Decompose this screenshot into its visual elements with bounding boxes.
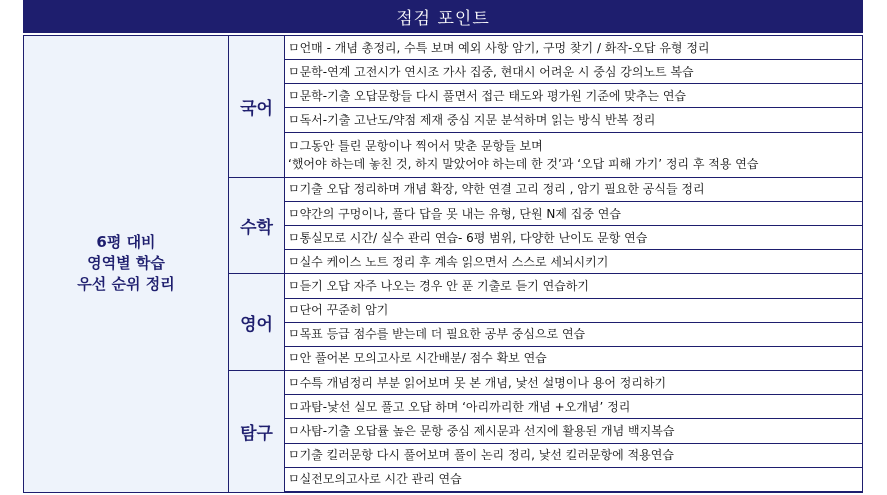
area-label-cell [24,36,229,493]
checkpoint-item-text: ㅁ기출 킬러문항 다시 풀어보며 풀이 논리 정리, 낯선 킬러문항에 적용연습 [288,448,674,463]
area-label-line: 우선 순위 정리 [77,275,175,294]
area-label-line: 6평 대비 [96,233,156,252]
area-label-line: 영역별 학습 [87,254,165,273]
checkpoint-item [285,274,863,298]
checkpoint-item [285,443,863,467]
checkpoint-item [285,346,863,370]
checkpoint-item [285,371,863,395]
subject-name: 수학 [240,218,273,239]
subject-cell [229,177,285,274]
table-header [23,0,863,33]
checkpoint-item-text: ㅁ그동안 틀린 문항이나 찍어서 맞춘 문항들 보며 [288,138,543,153]
checkpoint-item-text: ㅁ언매 - 개념 총정리, 수특 보며 예외 사항 암기, 구멍 찾기 / 화작-오답 유형 정리 [288,40,710,55]
checkpoint-item [285,226,863,250]
subject-cell [229,274,285,371]
checkpoint-item-text: ㅁ통실모로 시간/ 실수 관리 연습- 6평 범위, 다양한 난이도 문항 연습 [288,230,648,245]
subject-cell [229,371,285,492]
checkpoint-item-text: ㅁ수특 개념정리 부분 읽어보며 못 본 개념, 낯선 설명이나 용어 정리하기 [288,375,667,390]
checkpoint-item [285,132,863,177]
checkpoint-item [285,467,863,492]
checkpoint-item-text: ㅁ실수 케이스 노트 정리 후 계속 읽으면서 스스로 세뇌시키기 [288,254,609,269]
checkpoint-item-text: ㅁ과탐-낯선 실모 풀고 오답 하며 ‘아리까리한 개념 +오개념’ 정리 [288,399,631,414]
subject-name: 탐구 [240,423,273,444]
checkpoint-item [285,322,863,346]
checkpoint-item-text: ㅁ단어 꾸준히 암기 [288,303,389,318]
checkpoint-item [285,395,863,419]
checkpoint-item-text: ㅁ안 풀어본 모의고사로 시간배분/ 점수 확보 연습 [288,351,547,366]
checkpoint-item [285,84,863,108]
checkpoint-item-text: ㅁ문학-기출 오답문항들 다시 풀면서 접근 태도와 평가원 기준에 맞추는 연습 [288,88,687,103]
checkpoint-item-text: ㅁ기출 오답 정리하며 개념 확장, 약한 연결 고리 정리 , 암기 필요한 공식들 정리 [288,182,705,197]
subject-cell [229,36,285,178]
subject-name: 국어 [240,98,273,119]
checkpoint-item-text: ㅁ목표 등급 점수를 받는데 더 필요한 공부 중심으로 연습 [288,327,586,342]
checkpoint-item-text: ㅁ약간의 구멍이나, 풀다 답을 못 내는 유형, 단원 N제 집중 연습 [288,206,621,221]
checkpoint-item [285,298,863,322]
checkpoint-item-text: ㅁ듣기 오답 자주 나오는 경우 안 푼 기출로 듣기 연습하기 [288,279,589,293]
checkpoint-item-text: ㅁ사탐-기출 오답률 높은 문항 중심 제시문과 선지에 활용된 개념 백지복습 [288,423,675,438]
header-title: 점검 포인트 [396,9,490,29]
checkpoint-item [285,177,863,201]
table-row [24,36,863,60]
checkpoint-item [285,36,863,60]
checkpoint-item [285,108,863,132]
checkpoint-table [23,35,863,493]
checkpoint-item [285,250,863,274]
checkpoint-item [285,419,863,443]
checkpoint-item-text: ㅁ실전모의고사로 시간 관리 연습 [288,472,462,487]
checkpoint-item-text: ㅁ독서-기출 고난도/약점 제재 중심 지문 분석하며 읽는 방식 반복 정리 [288,113,656,128]
checkpoint-item-text: ㅁ문학-연계 고전시가 연시조 가사 집중, 현대시 어려운 시 중심 강의노트 복습 [288,64,694,79]
checkpoint-item [285,201,863,225]
checkpoint-item-text: ‘했어야 하는데 놓친 것, 하지 말았어야 하는데 한 것’과 ‘오답 피해 가기’ 정리 후 적용 연습 [288,156,759,171]
checkpoint-item [285,60,863,84]
subject-name: 영어 [240,314,273,335]
